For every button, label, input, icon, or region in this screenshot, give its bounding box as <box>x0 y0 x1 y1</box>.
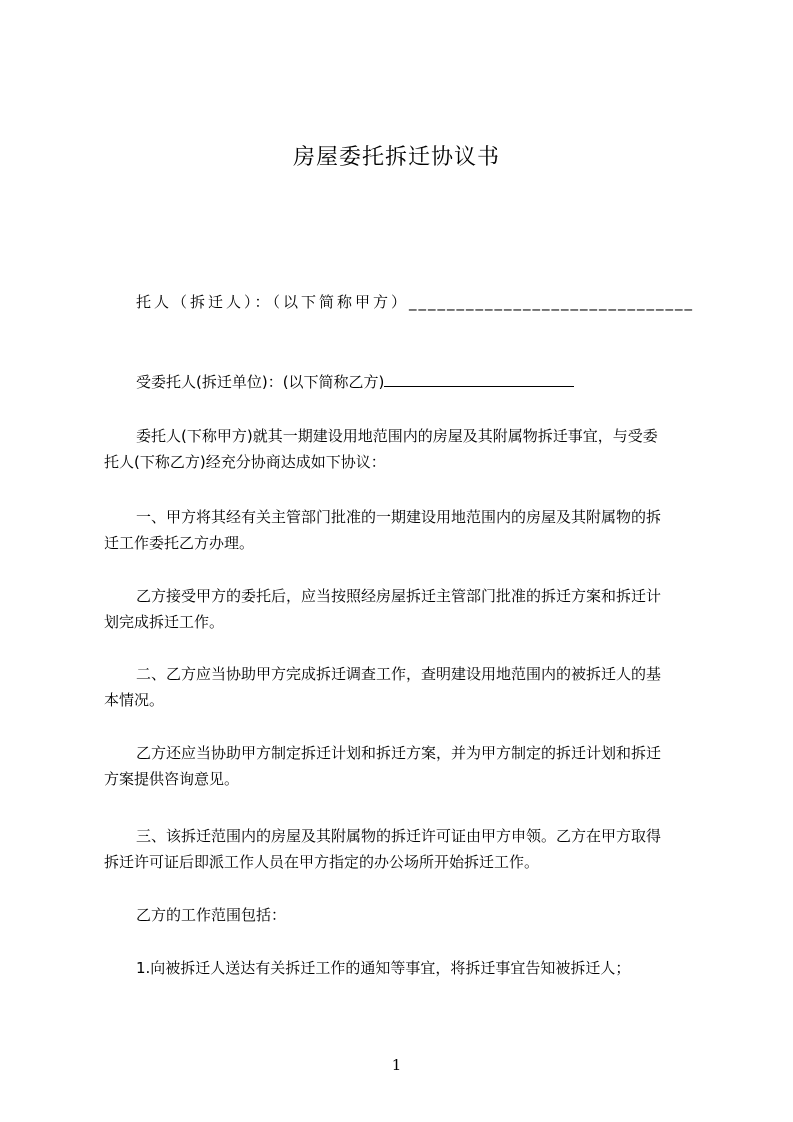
paragraph-1-line-1: 委托人(下称甲方)就其一期建设用地范围内的房屋及其附属物拆迁事宜，与受委 <box>136 427 658 445</box>
paragraph-5-line-2: 方案提供咨询意见。 <box>104 770 240 788</box>
paragraph-1-line-2: 托人(下称乙方)经充分协商达成如下协议： <box>104 453 386 471</box>
paragraph-4-line-1: 二、乙方应当协助甲方完成拆迁调查工作，查明建设用地范围内的被拆迁人的基 <box>136 665 662 683</box>
party-a-line <box>104 292 704 312</box>
paragraph-6-line-1: 三、该拆迁范围内的房屋及其附属物的拆迁许可证由甲方申领。乙方在甲方取得 <box>136 827 662 845</box>
page-number: 1 <box>391 1056 402 1074</box>
paragraph-6-line-2: 拆迁许可证后即派工作人员在甲方指定的办公场所开始拆迁工作。 <box>104 853 540 871</box>
paragraph-2-line-1: 一、甲方将其经有关主管部门批准的一期建设用地范围内的房屋及其附属物的拆 <box>136 508 662 526</box>
party-b-label: 受委托人(拆迁单位)：(以下简称乙方) <box>136 373 385 391</box>
paragraph-5-line-1: 乙方还应当协助甲方制定拆迁计划和拆迁方案，并为甲方制定的拆迁计划和拆迁 <box>136 744 662 762</box>
paragraph-2-line-2: 迁工作委托乙方办理。 <box>104 534 255 552</box>
paragraph-4-line-2: 本情况。 <box>104 691 165 709</box>
paragraph-7: 乙方的工作范围包括： <box>136 906 287 924</box>
document-title: 房屋委托拆迁协议书 <box>292 145 500 170</box>
paragraph-8: 1.向被拆迁人送达有关拆迁工作的通知等事宜，将拆迁事宜告知被拆迁人； <box>136 959 631 977</box>
party-a-blank: ______________________________ <box>409 293 695 311</box>
party-b-blank <box>384 373 574 387</box>
paragraph-3-line-1: 乙方接受甲方的委托后，应当按照经房屋拆迁主管部门批准的拆迁方案和拆迁计 <box>136 587 662 605</box>
party-b-line <box>104 372 704 392</box>
party-a-label: 托人（拆迁人）：（以下简称甲方） <box>136 293 410 311</box>
paragraph-3-line-2: 划完成拆迁工作。 <box>104 613 225 631</box>
